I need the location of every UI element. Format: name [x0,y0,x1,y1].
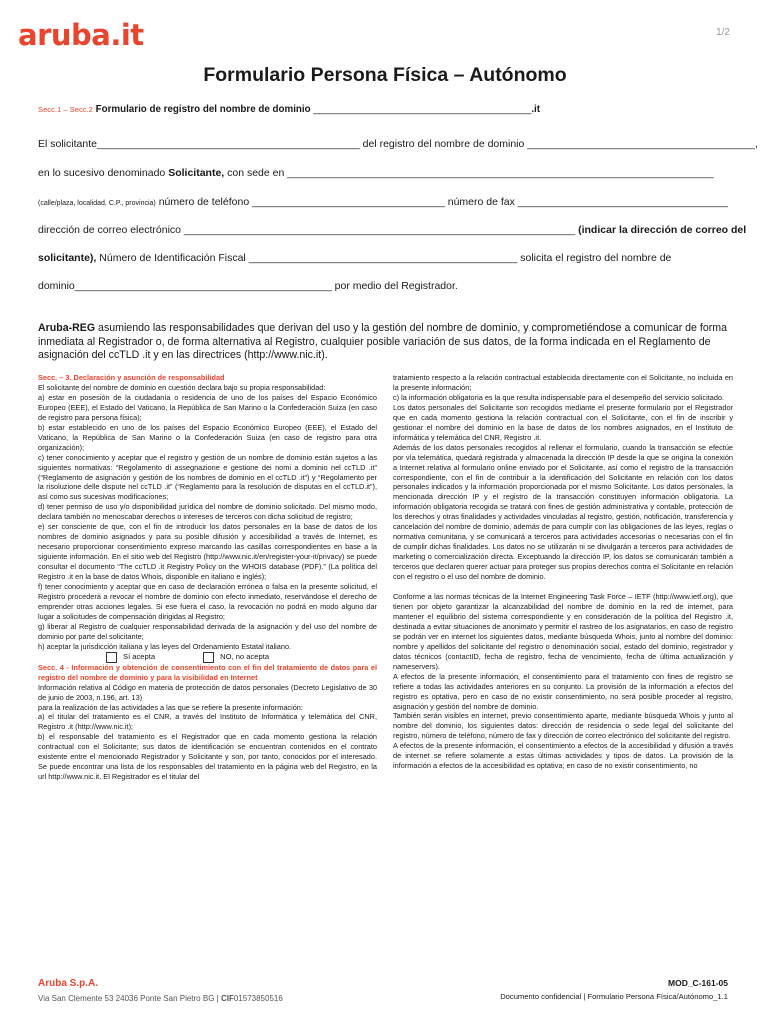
denominated-label: en lo sucesivo denominado [38,167,166,179]
reject-label: NO, no acepta [220,652,270,662]
right-para-2: c) la información obligatoria es la que resulta indispensable para el desempeño del servicio solicitado. [393,392,725,402]
email-field[interactable]: ___________________________________________________________________ [183,224,576,236]
right-para-5: Conforme a las normas técnicas de la Internet Engineering Task Force – IETF (http://www.ietf.org), que tienen por objeto garantizar la alcanzabilidad del nombre de dominio en la red de internet, para mantener el equilibrio del sistema correspondiente y en consideración de la política del Registro .it, destinada a evitar situaciones de anonimato y permitir el rastreo de los asignatarios, en caso de registro se podrán ver en internet los siguientes datos, mediante búsqueda Whois, junto al nombre del dominio: nombre y apellidos del solicitante del registro o denominación social, estado del dominio, registrador y datos técnicos (contactID, fecha de registro, fecha de vencimiento, fecha de última actualización y nameservers). [393,592,733,671]
accept-option[interactable] [106,652,155,663]
taxid-line [38,252,734,264]
footer-company [38,978,283,1003]
seat-label: con sede en [227,167,285,179]
right-para-4: Además de los datos personales recogidos al rellenar el formulario, cuando la transacción se efectúe por vía telemática, quedará registrada y almacenada la dirección IP desde la que se origina la conexión a Internet relativa al formulario online enviado por el Solicitante, así como el registro de la transacción correspondiente, con el fin de contribuir a la identificación del Solicitante en relación con los datos personales indicados y la información proporcionada por el mismo Solicitante. Los datos personales, la mencionada dirección IP y el registro de la transacción constituyen información obligatoria. La información obligatoria recogida se tratará con fines de gestión administrativa y contable, protección de los derechos y otras finalidades y actividades vinculadas al registro, gestión, notificación, transferencia y cancelación del nombre de dominio, además de para cumplir con las obligaciones de las leyes, reglas o normativa comunitaria, y se comunicará a terceros para actividades accesorias o necesarias con el fin de cumplir dichas finalidades. Los datos no se utilizarán ni se divulgarán a terceros para actividades de marketing o comercialización directa. Exceptuando la dirección IP, los datos se comunicarán también a terceros que declaren querer actuar para proteger sus propios derechos contra el Solicitante en relación con el registro o el uso del nombre de dominio. [393,442,733,582]
domain-name-label: dominio [38,280,75,292]
fax-label: número de fax [447,196,515,208]
clause-b: b) estar establecido en uno de los países del Espacio Económico Europeo (EEE), el Estado del Vaticano, la República de San Marino o la Confederación Suiza (en caso de registro para otra organización); [38,422,377,452]
company-address [38,994,283,1003]
applicant-field[interactable]: _____________________________________________ [96,138,360,150]
paragraph-gap [393,582,733,592]
registration-label: del registro del nombre de dominio [362,138,525,150]
address-hint: (calle/plaza, localidad, C.P., provincia) [38,200,156,207]
section4-item-a: a) el titular del tratamiento es el CNR, a través del Instituto de Informática y telemática del CNR, Registro .it (http://www.nic.it); [38,712,377,732]
applicant-label: El solicitante [38,138,97,150]
clause-e: e) ser consciente de que, con el fin de introducir los datos personales en la base de datos de los nombres de dominio asignados y para su posible difusión y accesibilidad a través de Internet, es necesario proporcionar consentimiento expreso marcando las casillas correspondientes en base a la siguiente información. En el sitio web del Registro (http://www.nic.it/en/register-your-it/privacy) se puede consultar el documento “The ccTLD .it Registry Policy on the WHOIS database (PDF).” (La política del Registro .it en la base de datos Whois, disponible en italiano e inglés); [38,522,377,582]
right-para-6: A efectos de la presente información, el consentimiento para el tratamiento con fines de registro se refiere a todas las actividades anteriores en su conjunto. La provisión de la información a efectos del registro es optativa, pero en caso de no existir consentimiento, no será posible proceder al registro, asignación y gestión del nombre de dominio. [393,671,733,711]
address-text: Via San Clemente 53 24036 Ponte San Pietro BG | [38,994,219,1003]
phone-label: número de teléfono [158,196,250,208]
clause-g: g) liberar al Registro de cualquier responsabilidad derivada de la asignación y del uso del nombre de dominio por parte del solicitante; [38,621,377,641]
confidential-note: Documento confidencial | Formulario Persona Física/Autónomo_1.1 [500,992,728,1001]
section4-heading: Secc. 4 - Información y obtención de consentimiento con el fin del tratamiento de datos para el registro del nombre de dominio y para la visibilidad en Internet [38,662,377,682]
footer-doc-info [500,978,728,1001]
section3-heading: Secc. – 3. Declaración y asunción de responsabilidad [38,373,225,382]
email-hint: (indicar la dirección de correo del [578,224,747,236]
taxid-field[interactable]: ______________________________________________ [248,252,518,264]
applicant-line [38,138,758,150]
domain-line [38,104,734,115]
domain-name-line [38,280,734,292]
right-para-1: tratamiento respecto a la relación contractual establecida directamente con el Solicitante, no incluida en la presente información; [393,373,733,392]
clause-d: d) tener permiso de uso y/o disponibilidad jurídica del nombre de dominio solicitado. Del mismo modo, declara también no menoscabar derechos o intereses de terceros con dicha solicitud de registro; [38,502,377,522]
aruba-logo: aruba.it [18,18,144,52]
section4-item-b: b) el responsable del tratamiento es el Registrador que en cada momento gestiona la relación contractual con el Solicitante; sus datos de identificación se encuentran contenidos en el contrato existente entre el mencionado Registrador y Solicitante y son, por tanto, conocidos por el interesado. Se puede encontrar una lista de los responsables del tratamiento en la página web del Registro, en la url http://www.nic.it. El Registrador es el titular del [38,732,377,782]
domain-label: Formulario de registro del nombre de dominio [95,104,311,115]
accept-label: Sí acepta [123,652,156,662]
email-hint-end: solicitante), [38,252,97,264]
right-para-8: A efectos de la presente información, el consentimiento a efectos de la accesibilidad y difusión a través de internet se refiere solamente a estas últimas actividades y tipos de datos. La provisión de la información a efectos de la accesibilidad es optativa; en caso de no existir consentimiento, no [393,741,733,771]
section-ref: Secc.1 – Secc.2 [38,105,93,114]
left-column [38,373,377,959]
solicitante-bold: Solicitante, [168,167,225,179]
registrar-label: por medio del Registrador. [334,280,458,292]
seat-field[interactable]: _________________________________________________________________________ [287,167,714,179]
section4-intro: Información relativa al Código en materia de protección de datos personales (Decreto Legislativo de 30 de junio de 2003, n.196, art. 13) [38,682,377,702]
domain-field[interactable]: ________________________________________ [313,104,532,115]
cif-label: CIF [220,994,234,1003]
phone-field[interactable]: _________________________________ [252,196,445,208]
section4-purpose: para la realización de las actividades a las que se refiere la presente información: [38,702,303,712]
domain-suffix: .it [531,104,541,115]
seat-line [38,167,734,179]
reject-option[interactable] [203,652,269,663]
email-label: dirección de correo electrónico [38,224,181,236]
clause-a: a) estar en posesión de la ciudadanía o residencia de uno de los países del Espacio Económico Europeo (EEE), el Estado del Vaticano, la República de San Marino o la Confederación Suiza (en caso de registro para persona física); [38,392,377,422]
right-para-7: También serán visibles en internet, previo consentimiento aparte, mediante búsqueda Whois y junto al nombre del dominio, los siguientes datos: dirección de residencia o sede legal del solicitante del registro, número de teléfono, número de fax y dirección de correo electrónico del solicitante del registro. [393,711,733,741]
company-name: Aruba S.p.A. [38,978,99,989]
phone-line [38,196,734,208]
module-code: MOD_C-161-05 [668,978,728,988]
intro-paragraph [38,322,734,363]
reject-checkbox[interactable] [203,652,214,663]
section3-text: El solicitante del nombre de dominio en cuestión declara bajo su propia responsabilidad: [38,382,326,392]
fax-field[interactable]: ____________________________________ [517,196,729,208]
consent-options [38,652,377,663]
clause-h: h) aceptar la jurisdicción italiana y las leyes del Ordenamiento Estatal italiano. [38,641,292,651]
email-line [38,224,747,236]
right-column [393,373,733,959]
request-label: solicita el registro del nombre de [520,252,672,264]
registration-field[interactable]: _______________________________________, [527,138,758,150]
cif-value: 01573850516 [233,994,283,1003]
page-title: Formulario Persona Física – Autónomo [203,64,567,86]
taxid-label: Número de Identificación Fiscal [99,252,246,264]
aruba-reg-bold: Aruba-REG [38,322,96,334]
right-para-3: Los datos personales del Solicitante son recogidos mediante el presente formulario por el Registrador que en cada momento gestiona la relación contractual con el Solicitante, con el fin de inscribir y gestionar el nombre del dominio en la base de datos de los nombres asignados, en el Instituto de informática y telemática del CNR, Registro .it. [393,402,733,442]
accept-checkbox[interactable] [106,652,117,663]
page-number: 1/2 [716,27,730,38]
clause-f: f) tener conocimiento y aceptar que en caso de declaración errónea o falsa en la presente solicitud, el Registro procederá a revocar el nombre de dominio con efecto inmediato, reservándose el derecho de emprender otras acciones legales. Si ese fuera el caso, la revocación no podrá en modo alguno dar lugar a solicitudes de compensación dirigidas al Registro; [38,582,377,621]
domain-name-field[interactable]: ____________________________________________ [74,280,332,292]
clause-c: c) tener conocimiento y aceptar que el registro y gestión de un nombre de dominio están sujetos a las siguientes normativas: “Regolamento di assegnazione e gestione dei nomi a dominio nel ccTLD .it” (“Reglamento de asignación y gestión de los nombres de dominio en el ccTLD .it”) y “Regolamento per la risoluzione delle dispute nel ccTLD .it” (“Reglamento para la resolución de disputas en el ccTLD.it”), así como sus sucesivas modificaciones; [38,452,377,502]
intro-text: asumiendo las responsabilidades que derivan del uso y la gestión del nombre de dominio, y comprometiéndose a comunicar de forma inmediata al Registrador o, de forma alternativa al Registro, cualquier posible variación de sus datos, de la forma indicada en el Reglamento de asignación del ccTLD .it y en las directrices (http://www.nic.it). [38,322,727,362]
